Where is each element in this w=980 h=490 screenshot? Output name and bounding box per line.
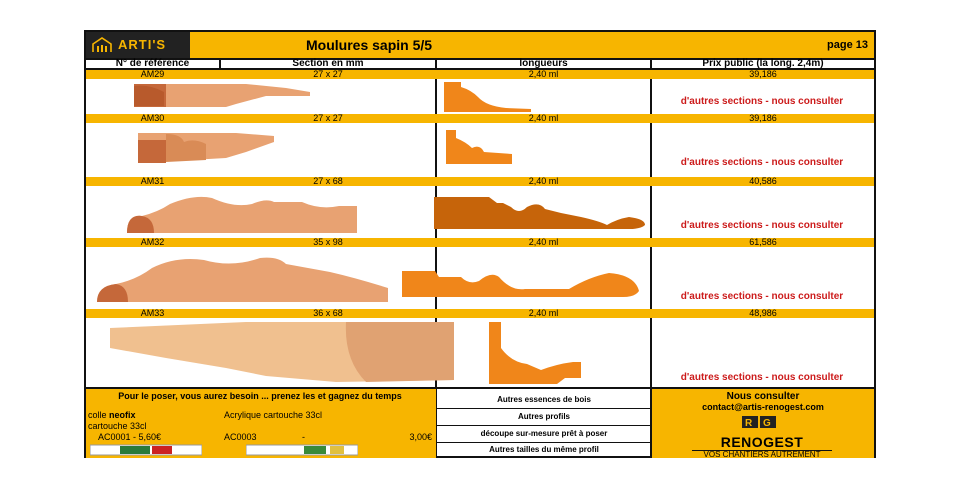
consult-note: d'autres sections - nous consulter <box>680 372 844 383</box>
moulding-photo <box>126 82 311 108</box>
service-item: Autres tailles du même profil <box>489 445 599 454</box>
acrylic-cartridge-image <box>246 443 358 457</box>
artis-logo <box>86 32 190 58</box>
table-row <box>86 70 874 79</box>
row-ref: AM31 <box>140 176 165 186</box>
service-item: Autres profils <box>436 408 652 426</box>
row-section: 36 x 68 <box>313 308 343 318</box>
row-price: 39,186 <box>749 69 777 79</box>
row-section: 27 x 68 <box>313 176 343 186</box>
table-row <box>86 177 874 186</box>
svg-text:G: G <box>763 418 771 429</box>
moulding-photo <box>124 188 359 236</box>
footer-products <box>86 387 436 458</box>
product-2-code: AC0003 <box>224 432 257 442</box>
contact-title: Nous consulter <box>726 391 800 402</box>
product-1-code: AC0001 - 5,60€ <box>98 432 162 442</box>
product-2-dash: - <box>302 432 305 442</box>
page-number: page 13 <box>827 39 868 51</box>
glue-cartridge-image <box>90 443 202 457</box>
moulding-photo <box>106 320 456 384</box>
page-header <box>86 32 874 60</box>
profile-drawing <box>487 320 583 386</box>
profile-drawing <box>431 195 653 231</box>
contact-email[interactable]: contact@artis-renogest.com <box>702 402 824 412</box>
row-price: 61,586 <box>749 237 777 247</box>
row-ref: AM29 <box>140 69 165 79</box>
row-length: 2,40 ml <box>528 308 559 318</box>
moulding-photo <box>94 250 394 306</box>
row-price: 39,186 <box>749 113 777 123</box>
column-header-ref: N° de référence <box>86 58 219 70</box>
consult-note: d'autres sections - nous consulter <box>680 220 844 231</box>
profile-drawing <box>444 128 514 166</box>
service-item: Autres essences de bois <box>436 391 652 409</box>
consult-note: d'autres sections - nous consulter <box>680 291 844 302</box>
row-length: 2,40 ml <box>528 113 559 123</box>
profile-drawing <box>441 80 536 113</box>
column-header-length: longueurs <box>437 58 650 70</box>
footer-contact <box>652 387 874 458</box>
row-length: 2,40 ml <box>528 69 559 79</box>
profile-drawing <box>399 267 649 301</box>
table-row <box>86 114 874 123</box>
consult-note: d'autres sections - nous consulter <box>680 157 844 168</box>
product-1-line2: cartouche 33cl <box>88 421 147 431</box>
brand-tagline: VOS CHANTIERS AUTREMENT <box>692 450 832 459</box>
column-header-price: Prix public (la long. 2,4m) <box>652 58 874 70</box>
page-title: Moulures sapin 5/5 <box>306 37 433 53</box>
row-length: 2,40 ml <box>528 176 559 186</box>
row-length: 2,40 ml <box>528 237 559 247</box>
moulding-photo <box>136 130 276 166</box>
row-ref: AM33 <box>140 308 165 318</box>
house-icon <box>92 37 112 53</box>
column-header-section: Section en mm <box>221 58 435 70</box>
needs-note: Pour le poser, vous aurez besoin ... prenez les et gagnez du temps <box>118 391 402 401</box>
row-price: 40,586 <box>749 176 777 186</box>
product-2-line1: Acrylique cartouche 33cl <box>224 410 323 420</box>
row-ref: AM30 <box>140 113 165 123</box>
renogest-logo <box>692 415 832 458</box>
catalog-sheet <box>84 30 876 458</box>
product-1-line1: colle <box>88 410 110 420</box>
row-section: 27 x 27 <box>313 69 343 79</box>
row-section: 27 x 27 <box>313 113 343 123</box>
row-section: 35 x 98 <box>313 237 343 247</box>
table-row <box>86 238 874 247</box>
row-price: 48,986 <box>749 308 777 318</box>
renogest-mark-icon <box>692 415 832 429</box>
service-item: découpe sur-mesure prêt à poser <box>436 425 652 443</box>
table-row <box>86 309 874 318</box>
footer-services <box>436 387 652 458</box>
product-2 <box>224 410 434 443</box>
product-2-price: 3,00€ <box>409 432 432 442</box>
logo-text: ARTI'S <box>118 37 167 52</box>
brand-name: RENOGEST <box>720 434 804 450</box>
svg-text:R: R <box>745 418 753 429</box>
consult-note: d'autres sections - nous consulter <box>680 96 844 107</box>
product-1-brand: neofix <box>109 410 136 420</box>
row-ref: AM32 <box>140 237 165 247</box>
product-1 <box>88 410 161 443</box>
grid-line <box>219 58 221 70</box>
